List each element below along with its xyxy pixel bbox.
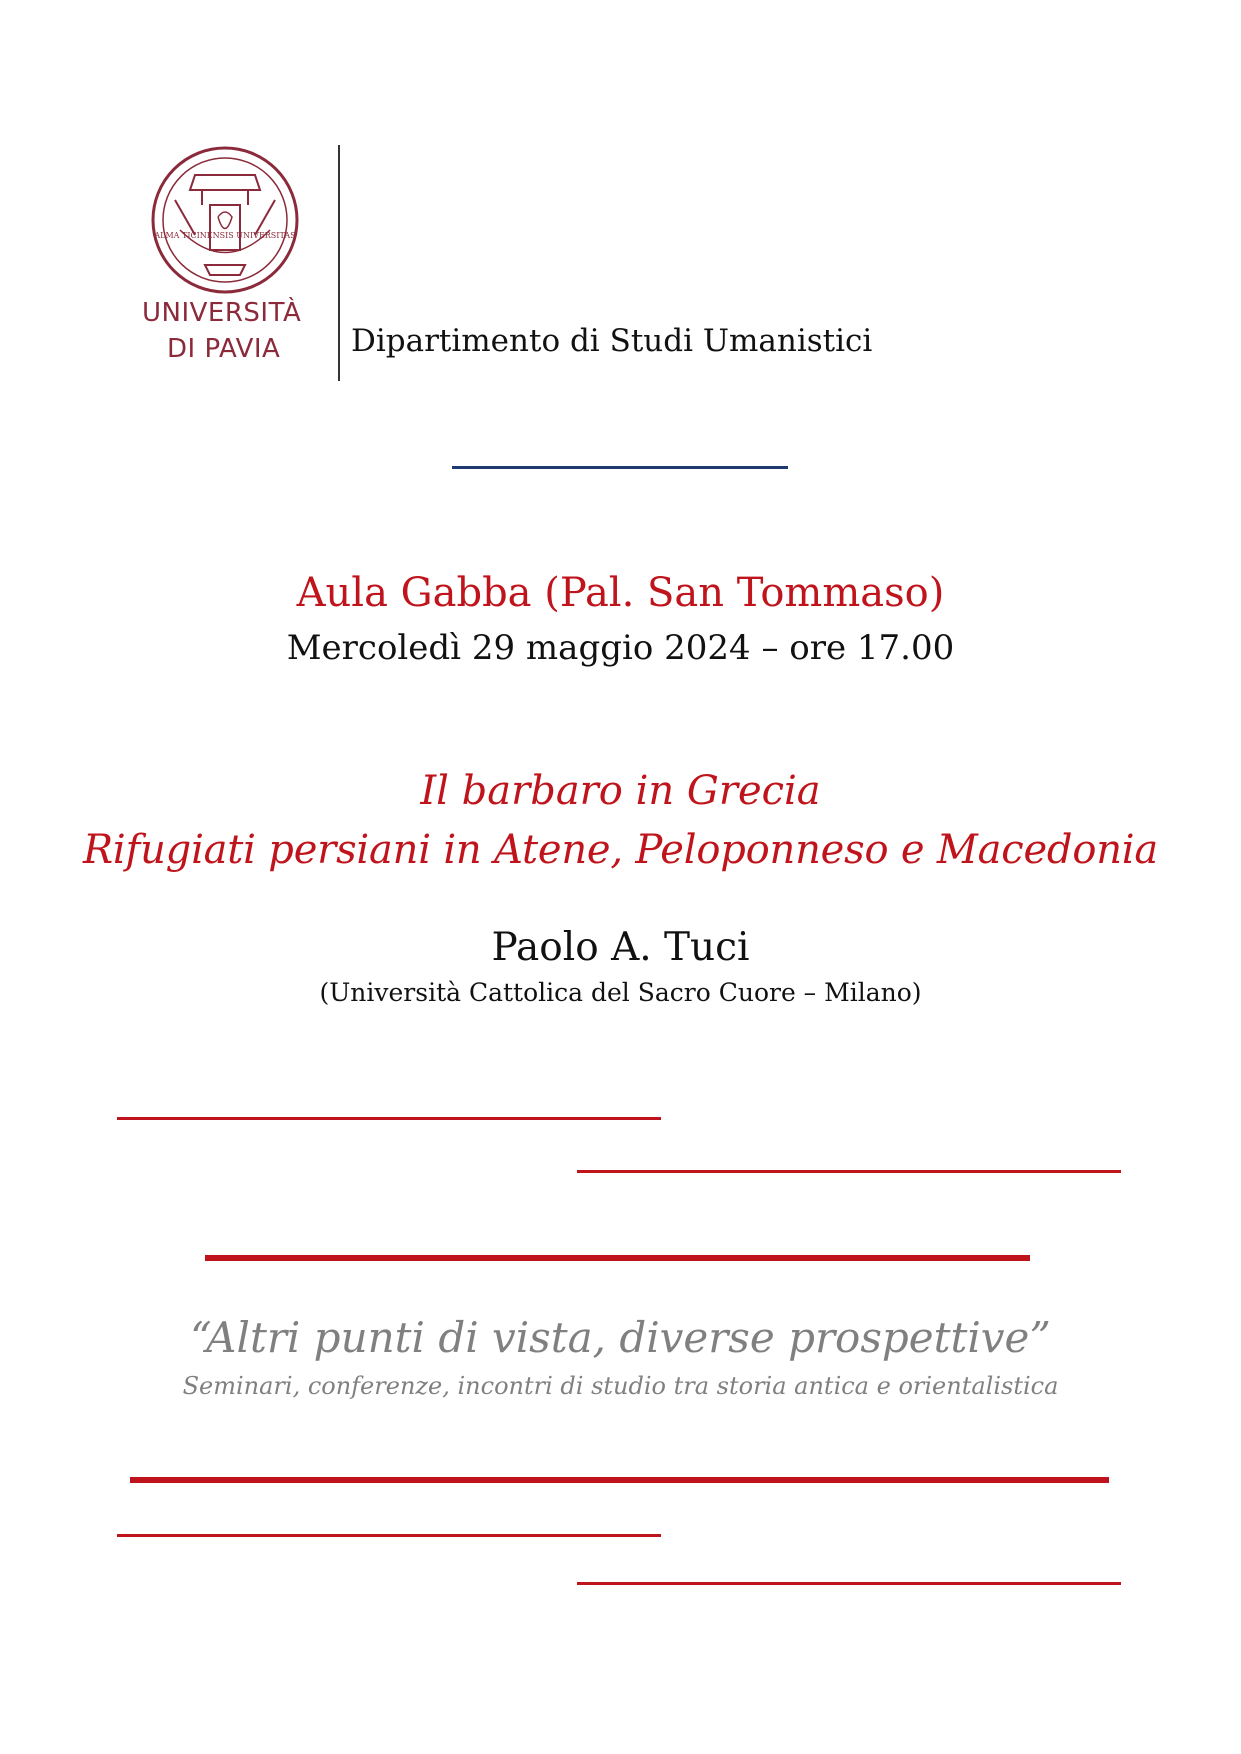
- red-divider-rule-thick: [205, 1255, 1030, 1261]
- logo-wordmark-line2: DI PAVIA: [167, 334, 281, 364]
- red-divider-rule: [117, 1534, 661, 1537]
- speaker-name: Paolo A. Tuci: [491, 925, 750, 970]
- logo-wordmark-line1: UNIVERSITÀ: [142, 298, 302, 328]
- department-name: Dipartimento di Studi Umanistici: [351, 323, 873, 359]
- red-divider-rule-thick: [130, 1477, 1109, 1483]
- navy-divider-rule: [452, 466, 788, 469]
- event-venue: Aula Gabba (Pal. San Tommaso): [296, 570, 945, 616]
- red-divider-rule: [577, 1582, 1121, 1585]
- talk-title-line1: Il barbaro in Grecia: [420, 768, 821, 814]
- series-title: “Altri punti di vista, diverse prospettive”: [190, 1313, 1051, 1362]
- speaker-affiliation: (Università Cattolica del Sacro Cuore – Milano): [319, 978, 922, 1007]
- red-divider-rule: [577, 1170, 1121, 1173]
- header-divider: [338, 145, 340, 381]
- series-subtitle: Seminari, conferenze, incontri di studio tra storia antica e orientalistica: [182, 1372, 1059, 1400]
- event-datetime: Mercoledì 29 maggio 2024 – ore 17.00: [286, 628, 955, 668]
- seal-motto: ALMA TICINENSIS UNIVERSITAS: [154, 231, 296, 240]
- red-divider-rule: [117, 1117, 661, 1120]
- talk-title-line2: Rifugiati persiani in Atene, Peloponneso e Macedonia: [82, 827, 1159, 873]
- university-seal-logo: [150, 145, 300, 295]
